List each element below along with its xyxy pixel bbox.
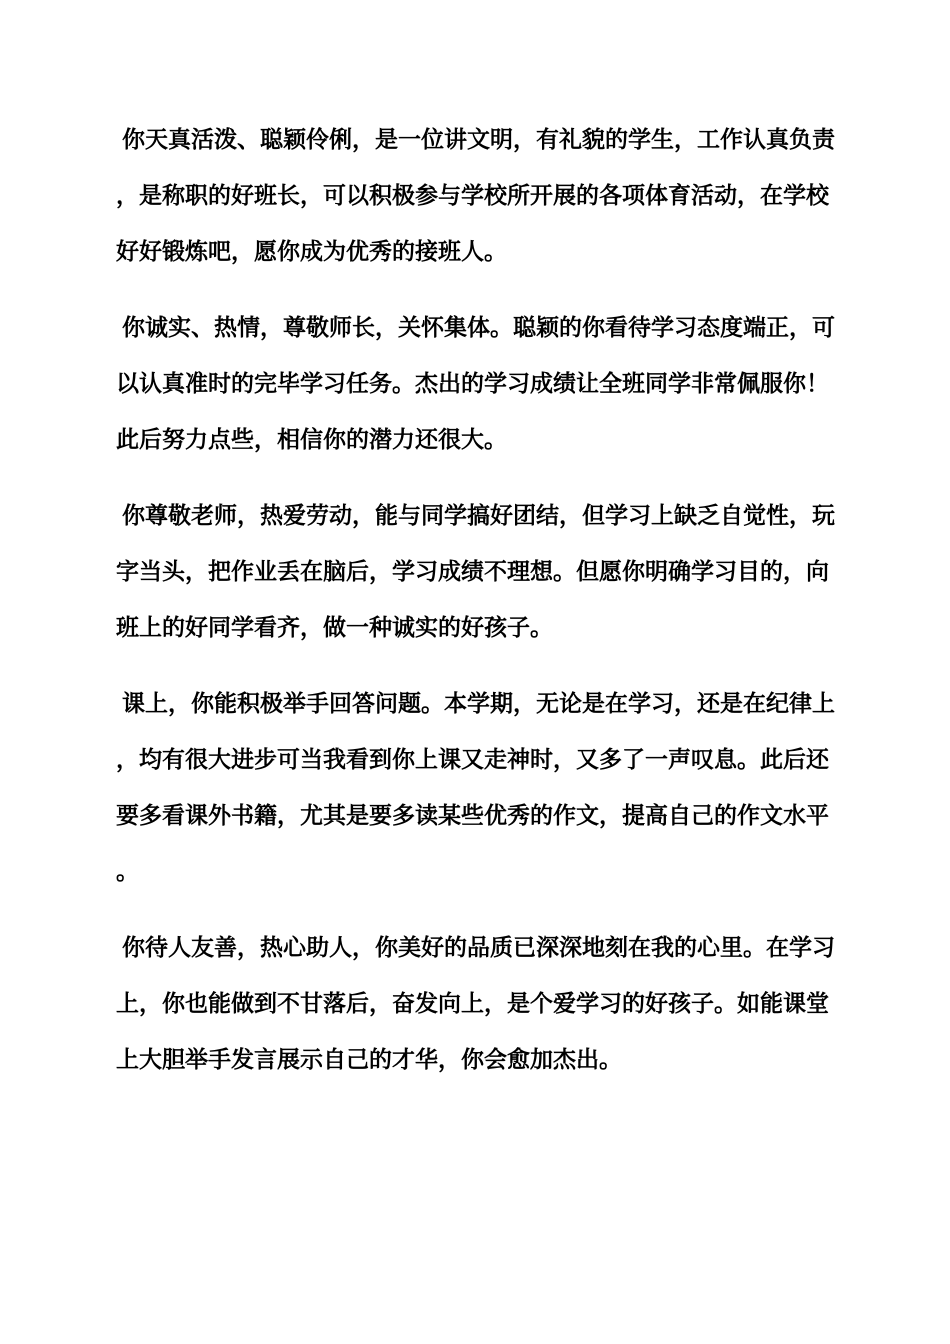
comment-paragraph-3: 你尊敬老师，热爱劳动，能与同学搞好团结，但学习上缺乏自觉性，玩字当头，把作业丢在脑后，学习成绩不理想。但愿你明确学习目的，向班上的好同学看齐，做一种诚实的好孩子。 [116,503,835,641]
document-body [116,112,836,1108]
comment-paragraph-1: 你天真活泼、聪颖伶俐，是一位讲文明，有礼貌的学生，工作认真负责，是称职的好班长，可以积极参与学校所开展的各项体育活动，在学校好好锻炼吧，愿你成为优秀的接班人。 [116,127,835,265]
comment-paragraph-4: 课上，你能积极举手回答问题。本学期，无论是在学习，还是在纪律上，均有很大进步可当我看到你上课又走神时，又多了一声叹息。此后还要多看课外书籍，尤其是要多读某些优秀的作文，提高自己的作文水平。 [116,691,835,885]
comment-paragraph-2: 你诚实、热情，尊敬师长，关怀集体。聪颖的你看待学习态度端正，可以认真准时的完毕学习任务。杰出的学习成绩让全班同学非常佩服你！此后努力点些，相信你的潜力还很大。 [116,315,835,453]
comment-paragraph-5: 你待人友善，热心助人，你美好的品质已深深地刻在我的心里。在学习上，你也能做到不甘落后，奋发向上，是个爱学习的好孩子。如能课堂上大胆举手发言展示自己的才华，你会愈加杰出。 [116,935,835,1073]
